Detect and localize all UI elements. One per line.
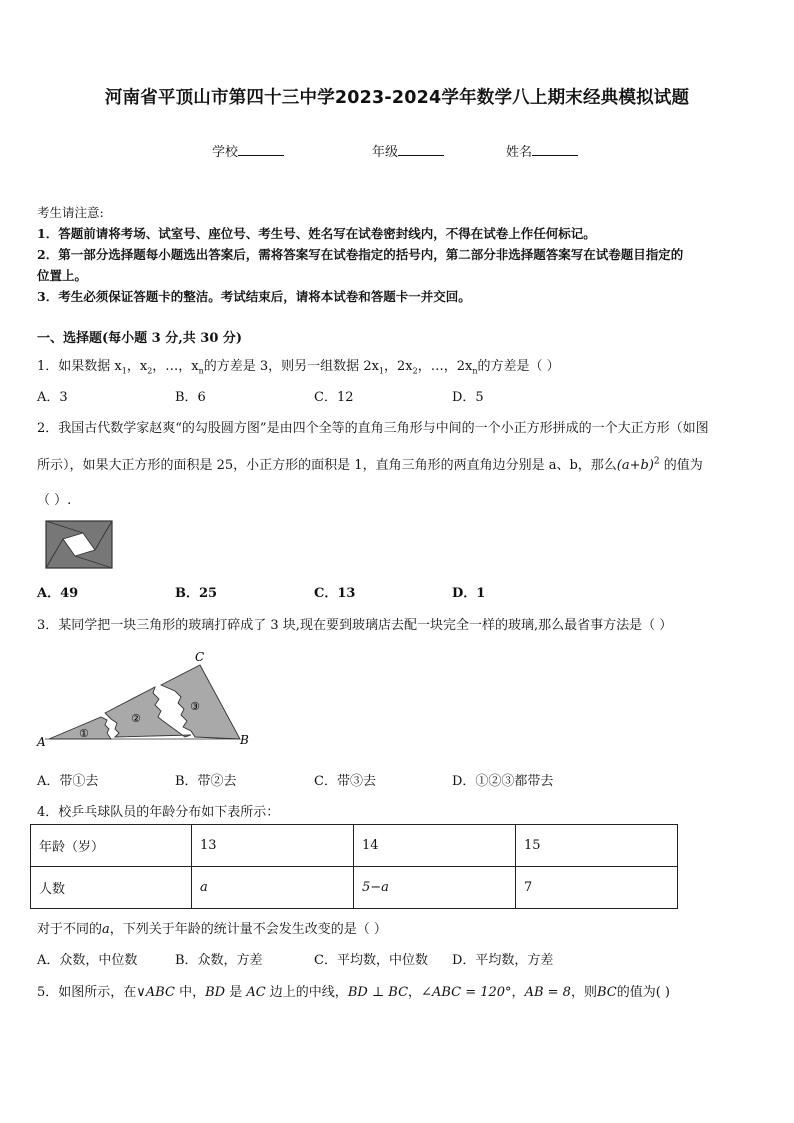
grade-blank[interactable] xyxy=(398,143,444,156)
q4-option-d[interactable]: D．平均数，方差 xyxy=(452,953,554,968)
question-2-line-1: 2．我国古代数学家赵爽“的勾股圆方图”是由四个全等的直角三角形与中间的一个小正方形拼成的一个大正方形（如图 xyxy=(37,421,709,436)
question-2-line-3: （ ）. xyxy=(37,493,72,508)
grade-field[interactable] xyxy=(372,141,444,160)
question-4-followup: 对于不同的a，下列关于年龄的统计量不会发生改变的是（ ） xyxy=(37,922,387,937)
grade-label: 年级 xyxy=(372,145,399,160)
table-cell: 14 xyxy=(354,825,516,867)
table-cell: 15 xyxy=(516,825,678,867)
broken-triangle-figure xyxy=(35,645,265,750)
q2-option-a[interactable]: A．49 xyxy=(37,586,79,601)
table-cell: 年龄（岁） xyxy=(31,825,192,867)
table-row xyxy=(31,825,678,867)
table-cell: 13 xyxy=(192,825,354,867)
question-4: 4．校乒乓球队员的年龄分布如下表所示： xyxy=(37,805,280,820)
q1-option-d[interactable]: D．5 xyxy=(452,390,484,405)
notice-item-3: 3．考生必须保证答题卡的整洁。考试结束后，请将本试卷和答题卡一并交回。 xyxy=(37,289,471,304)
name-field[interactable] xyxy=(506,141,578,160)
piece-3-label: ③ xyxy=(190,700,200,713)
name-blank[interactable] xyxy=(532,143,578,156)
q4-option-c[interactable]: C．平均数，中位数 xyxy=(314,953,428,968)
page-title: 河南省平顶山市第四十三中学2023-2024学年数学八上期末经典模拟试题 xyxy=(104,88,690,108)
notice-heading: 考生请注意: xyxy=(37,205,104,220)
zhao-shuang-square-figure xyxy=(45,520,113,569)
q2-option-b[interactable]: B．25 xyxy=(175,586,218,601)
q3-option-b[interactable]: B．带②去 xyxy=(175,774,237,789)
q3-option-a[interactable]: A．带①去 xyxy=(37,774,99,789)
table-cell: 人数 xyxy=(31,867,192,909)
table-cell: 5−a xyxy=(354,867,516,909)
q1-option-c[interactable]: C．12 xyxy=(314,390,354,405)
q4-option-b[interactable]: B．众数，方差 xyxy=(175,953,263,968)
vertex-b-label: B xyxy=(240,733,249,747)
table-cell: a xyxy=(192,867,354,909)
notice-item-2: 2．第一部分选择题每小题选出答案后，需将答案写在试卷指定的括号内，第二部分非选择题答案写在试卷题目指定的 xyxy=(37,247,684,262)
vertex-c-label: C xyxy=(195,650,205,664)
piece-1-label: ① xyxy=(79,727,89,740)
q4-option-a[interactable]: A．众数，中位数 xyxy=(37,953,138,968)
table-cell: 7 xyxy=(516,867,678,909)
table-row xyxy=(31,867,678,909)
notice-item-1: 1．答题前请将考场、试室号、座位号、考生号、姓名写在试卷密封线内，不得在试卷上作任何标记。 xyxy=(37,226,596,241)
q2-option-d[interactable]: D．1 xyxy=(452,586,486,601)
q3-option-d[interactable]: D．①②③都带去 xyxy=(452,774,554,789)
school-label: 学校 xyxy=(212,145,239,160)
question-2-line-2: 所示），如果大正方形的面积是 25，小正方形的面积是 1，直角三角形的两直角边分别是 a、b，那么$(a+b)^2$ 的值为 xyxy=(37,456,703,473)
question-5: 5．如图所示，在∨ABC 中，BD 是 AC 边上的中线，BD ⊥ BC，∠ABC = 120°，AB = 8，则BC的值为( ) xyxy=(37,985,670,1000)
piece-2-label: ② xyxy=(131,712,141,725)
school-blank[interactable] xyxy=(238,143,284,156)
notice-item-2-cont: 位置上。 xyxy=(37,268,88,283)
school-field[interactable] xyxy=(212,141,284,160)
age-distribution-table xyxy=(30,824,678,909)
q1-option-a[interactable]: A．3 xyxy=(37,390,68,405)
vertex-a-label: A xyxy=(37,735,46,749)
question-1: 1．如果数据 $x_1$，$x_2$，…，$x_n$的方差是 3，则另一组数据 $2x_1$，$2x_2$，…，$2x_n$的方差是（ ） xyxy=(37,359,560,376)
q1-option-b[interactable]: B．6 xyxy=(175,390,206,405)
section-heading: 一、选择题(每小题 3 分,共 30 分) xyxy=(37,331,243,346)
q3-option-c[interactable]: C．带③去 xyxy=(314,774,376,789)
name-label: 姓名 xyxy=(506,145,533,160)
q2-option-c[interactable]: C．13 xyxy=(314,586,356,601)
question-3: 3．某同学把一块三角形的玻璃打碎成了 3 块,现在要到玻璃店去配一块完全一样的玻璃,那么最省事方法是（ ） xyxy=(37,618,673,633)
